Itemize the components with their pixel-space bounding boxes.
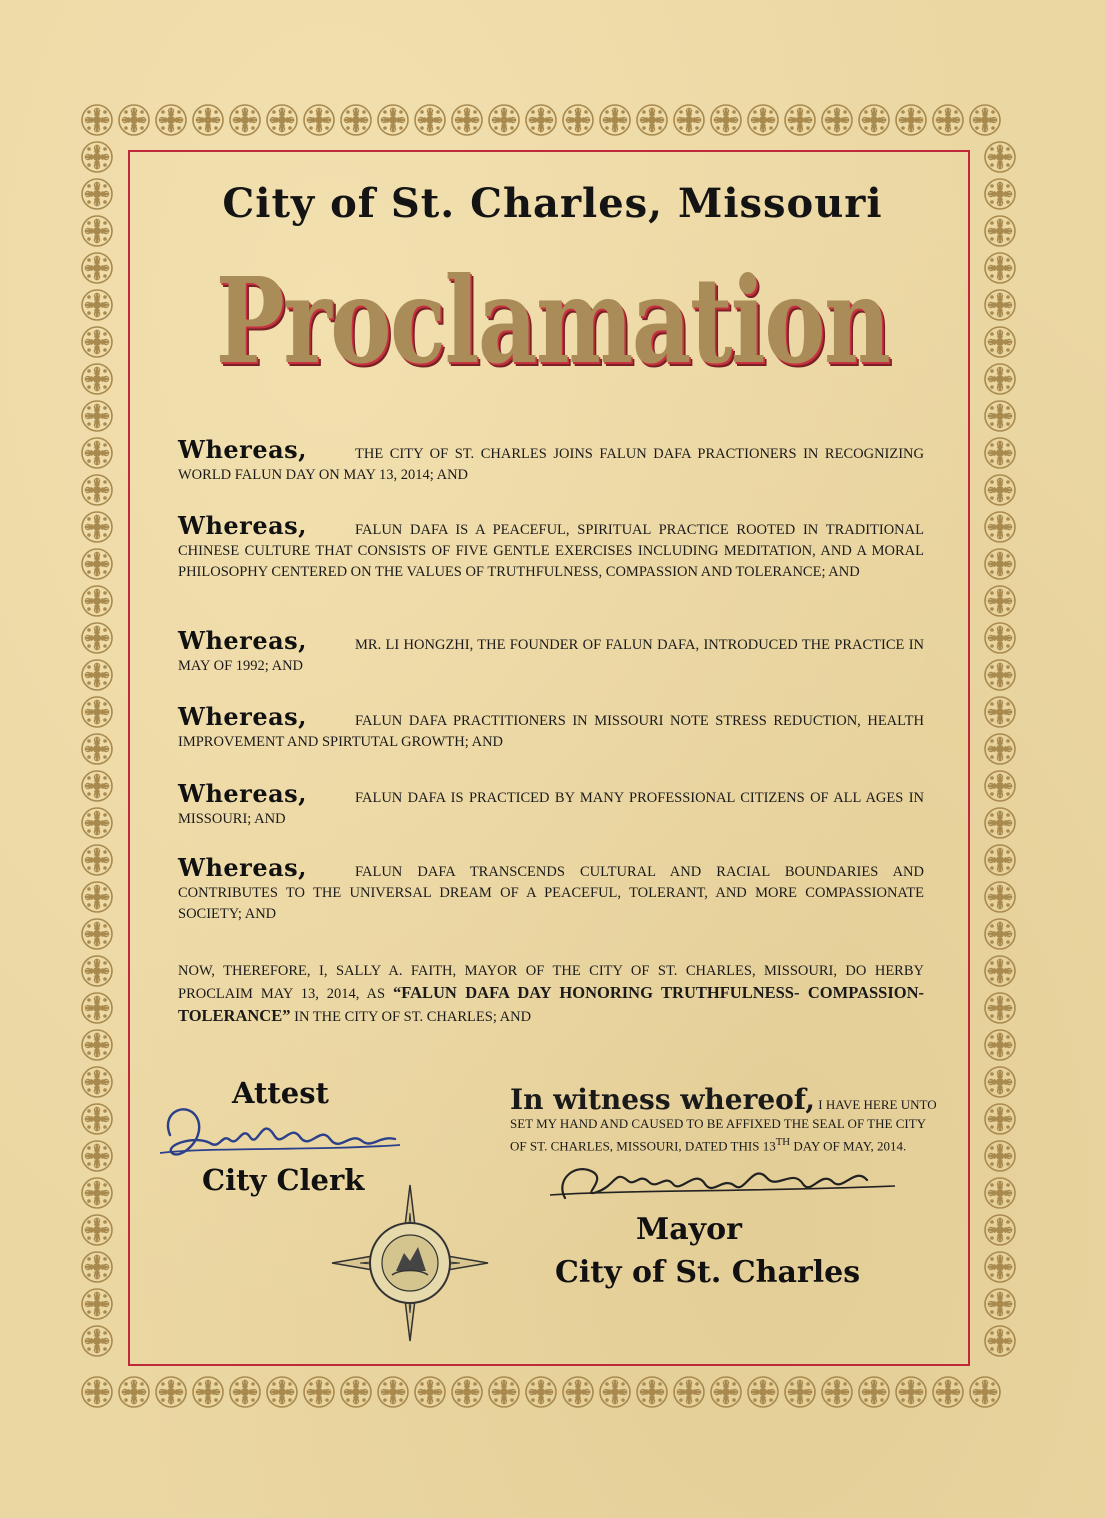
border-ornament <box>748 105 778 135</box>
border-ornament <box>985 808 1015 838</box>
proclamation-title: Proclamation <box>215 251 890 390</box>
clause-text: FALUN DAFA PRACTITIONERS IN MISSOURI NOTE STRESS REDUCTION, HEALTH IMPROVEMENT AND SPIRTUTAL GROWTH; AND <box>178 713 924 750</box>
whereas-label: Whereas, <box>178 702 308 731</box>
border-ornament <box>82 549 112 579</box>
border-ornament <box>415 105 445 135</box>
border-ornament <box>82 697 112 727</box>
whereas-clause-5 <box>178 779 924 830</box>
whereas-label: Whereas, <box>178 435 308 464</box>
proclamation-statement <box>178 961 924 1028</box>
clause-text: FALUN DAFA IS PRACTICED BY MANY PROFESSIONAL CITIZENS OF ALL AGES IN MISSOURI; AND <box>178 790 924 827</box>
border-ornament <box>822 105 852 135</box>
border-ornament <box>82 882 112 912</box>
border-ornament <box>985 956 1015 986</box>
border-ornament <box>82 401 112 431</box>
whereas-clause-4 <box>178 702 924 753</box>
border-ornament <box>985 919 1015 949</box>
border-ornament <box>82 1289 112 1319</box>
border-ornament <box>526 105 556 135</box>
border-ornament <box>985 549 1015 579</box>
border-ornament <box>985 512 1015 542</box>
border-ornament <box>452 1377 482 1407</box>
whereas-clause-6 <box>178 853 924 925</box>
border-ornament <box>378 1377 408 1407</box>
whereas-label: Whereas, <box>178 511 308 540</box>
border-ornament <box>985 1178 1015 1208</box>
border-ornament <box>489 1377 519 1407</box>
border-ornament <box>985 1252 1015 1282</box>
city-seal <box>330 1183 490 1343</box>
border-ornament <box>304 105 334 135</box>
witness-heading: In witness whereof, <box>510 1083 816 1116</box>
border-ornament <box>600 1377 630 1407</box>
border-ornament <box>267 1377 297 1407</box>
border-ornament <box>82 808 112 838</box>
whereas-label: Whereas, <box>178 853 308 882</box>
border-ornament <box>82 993 112 1023</box>
border-ornament <box>896 1377 926 1407</box>
witness-text-1: I HAVE HERE UNTO SET MY HAND AND CAUSED TO BE AFFIXED THE SEAL OF THE CITY OF ST. CHARLES, MISSOURI, DATED THIS 13 <box>510 1097 937 1154</box>
border-ornament <box>711 1377 741 1407</box>
clause-text: FALUN DAFA TRANSCENDS CULTURAL AND RACIAL BOUNDARIES AND CONTRIBUTES TO THE UNIVERSAL DREAM OF A PEACEFUL, TOLERANT, AND MORE COMPASSIONATE SOCIETY; AND <box>178 864 924 922</box>
border-ornament <box>985 586 1015 616</box>
border-ornament <box>82 1326 112 1356</box>
border-ornament <box>193 105 223 135</box>
border-ornament <box>119 1377 149 1407</box>
border-ornament <box>119 105 149 135</box>
whereas-label: Whereas, <box>178 626 308 655</box>
border-ornament <box>985 882 1015 912</box>
border-ornament <box>489 105 519 135</box>
city-heading: City of St. Charles, Missouri <box>222 180 883 227</box>
border-ornament <box>82 475 112 505</box>
whereas-label: Whereas, <box>178 779 308 808</box>
border-ornament <box>970 1377 1000 1407</box>
border-ornament <box>985 1215 1015 1245</box>
border-ornament <box>985 1030 1015 1060</box>
attest-label: Attest <box>232 1076 329 1110</box>
border-ornament <box>82 105 112 135</box>
border-ornament <box>82 956 112 986</box>
proclamation-tail: IN THE CITY OF ST. CHARLES; AND <box>294 1009 532 1025</box>
border-ornament <box>82 142 112 172</box>
border-ornament <box>985 697 1015 727</box>
border-ornament <box>415 1377 445 1407</box>
border-ornament <box>82 660 112 690</box>
border-ornament <box>970 105 1000 135</box>
border-ornament <box>985 475 1015 505</box>
border-ornament <box>82 734 112 764</box>
border-ornament <box>985 1067 1015 1097</box>
border-ornament <box>82 438 112 468</box>
border-ornament <box>230 1377 260 1407</box>
border-ornament <box>785 1377 815 1407</box>
border-ornament <box>748 1377 778 1407</box>
border-ornament <box>822 1377 852 1407</box>
border-ornament <box>82 1178 112 1208</box>
border-ornament <box>985 142 1015 172</box>
border-ornament <box>985 290 1015 320</box>
border-ornament <box>82 512 112 542</box>
border-ornament <box>82 623 112 653</box>
clause-text: THE CITY OF ST. CHARLES JOINS FALUN DAFA PRACTIONERS IN RECOGNIZING WORLD FALUN DAY ON MAY 13, 2014; AND <box>178 446 924 483</box>
border-ornament <box>341 1377 371 1407</box>
border-ornament <box>985 993 1015 1023</box>
border-ornament <box>82 253 112 283</box>
border-ornament <box>304 1377 334 1407</box>
border-ornament <box>82 1141 112 1171</box>
border-ornament <box>674 1377 704 1407</box>
clause-text: MR. LI HONGZHI, THE FOUNDER OF FALUN DAFA, INTRODUCED THE PRACTICE IN MAY OF 1992; AND <box>178 637 924 674</box>
border-ornament <box>985 845 1015 875</box>
border-ornament <box>637 1377 667 1407</box>
border-ornament <box>230 105 260 135</box>
clause-text: FALUN DAFA IS A PEACEFUL, SPIRITUAL PRACTICE ROOTED IN TRADITIONAL CHINESE CULTURE THAT CONSISTS OF FIVE GENTLE EXERCISES INCLUDING MEDITATION, AND A MORAL PHILOSOPHY CENTERED ON THE VALUES OF TRUTHFULNESS, COMPASSION AND TOLERANCE; AND <box>178 522 924 580</box>
border-ornament <box>985 1326 1015 1356</box>
border-ornament <box>82 919 112 949</box>
border-ornament <box>82 1252 112 1282</box>
border-ornament <box>711 105 741 135</box>
border-ornament <box>82 290 112 320</box>
border-ornament <box>82 364 112 394</box>
border-ornament <box>933 1377 963 1407</box>
border-ornament <box>82 1104 112 1134</box>
border-ornament <box>82 1215 112 1245</box>
border-ornament <box>82 1030 112 1060</box>
witness-sup: TH <box>775 1136 791 1148</box>
border-ornament <box>933 105 963 135</box>
mayor-signature <box>545 1150 905 1220</box>
witness-text-2: DAY OF MAY, 2014. <box>793 1138 907 1154</box>
border-ornament <box>82 1067 112 1097</box>
border-ornament <box>896 105 926 135</box>
border-ornament <box>563 1377 593 1407</box>
border-ornament <box>985 771 1015 801</box>
border-ornament <box>985 734 1015 764</box>
border-ornament <box>985 364 1015 394</box>
border-ornament <box>985 327 1015 357</box>
border-ornament <box>156 1377 186 1407</box>
border-ornament <box>985 660 1015 690</box>
border-ornament <box>985 401 1015 431</box>
proclamation-emphasis: “FALUN DAFA DAY HONORING TRUTHFULNESS- COMPASSION-TOLERANCE” <box>178 983 925 1025</box>
clerk-title: City Clerk <box>202 1163 365 1197</box>
border-ornament <box>859 105 889 135</box>
border-ornament <box>267 105 297 135</box>
border-ornament <box>563 105 593 135</box>
witness-statement <box>510 1083 940 1155</box>
border-ornament <box>985 253 1015 283</box>
border-ornament <box>82 586 112 616</box>
border-ornament <box>985 623 1015 653</box>
border-ornament <box>341 105 371 135</box>
border-ornament <box>637 105 667 135</box>
whereas-clause-1 <box>178 435 924 486</box>
whereas-clause-3 <box>178 626 924 677</box>
border-ornament <box>985 1289 1015 1319</box>
border-ornament <box>82 327 112 357</box>
border-ornament <box>82 845 112 875</box>
border-ornament <box>82 771 112 801</box>
mayor-city: City of St. Charles <box>555 1255 861 1290</box>
border-ornament <box>452 105 482 135</box>
border-ornament <box>985 1104 1015 1134</box>
proclamation-lead: NOW, THEREFORE, I, SALLY A. FAITH, MAYOR OF THE CITY OF ST. CHARLES, MISSOURI, DO HERBY PROCLAIM MAY 13, 2014, AS <box>178 963 924 1002</box>
border-ornament <box>600 105 630 135</box>
border-ornament <box>193 1377 223 1407</box>
border-ornament <box>674 105 704 135</box>
mayor-title: Mayor <box>636 1212 742 1247</box>
border-ornament <box>859 1377 889 1407</box>
border-ornament <box>526 1377 556 1407</box>
border-ornament <box>156 105 186 135</box>
border-ornament <box>378 105 408 135</box>
border-ornament <box>985 438 1015 468</box>
whereas-clause-2 <box>178 511 924 583</box>
border-ornament <box>785 105 815 135</box>
border-ornament <box>82 1377 112 1407</box>
border-ornament <box>985 1141 1015 1171</box>
